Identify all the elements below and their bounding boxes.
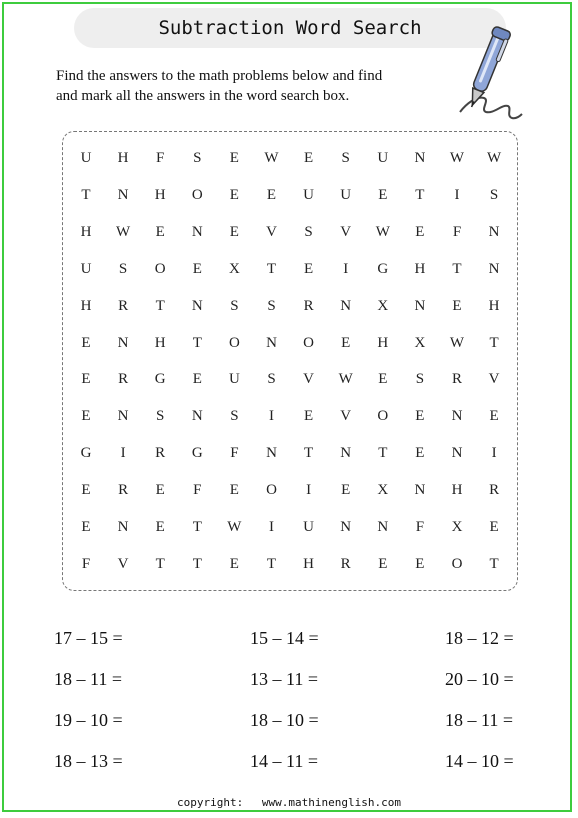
grid-cell[interactable]: G [377, 260, 389, 277]
grid-cell[interactable]: R [303, 297, 314, 314]
grid-cell[interactable]: R [451, 371, 462, 388]
math-problem: 18 – 13 = [54, 751, 123, 771]
word-search-box [62, 131, 518, 591]
grid-cell[interactable]: U [377, 150, 389, 166]
pen-icon [446, 24, 526, 124]
grid-cell[interactable]: E [415, 408, 425, 425]
grid-cell[interactable]: U [340, 186, 352, 203]
grid-cell[interactable]: I [491, 445, 497, 462]
math-problem: 18 – 11 = [54, 669, 122, 689]
grid-cell[interactable]: N [414, 297, 426, 314]
grid-cell[interactable]: T [266, 260, 277, 277]
grid-cell[interactable]: S [193, 150, 202, 166]
grid-cell[interactable]: N [117, 334, 129, 351]
grid-cell[interactable]: T [452, 260, 462, 277]
grid-cell[interactable]: N [266, 445, 277, 462]
math-problem: 18 – 11 = [445, 710, 513, 730]
grid-cell[interactable]: T [378, 445, 388, 462]
instructions [56, 66, 436, 106]
grid-cell[interactable]: S [341, 150, 350, 166]
grid-cell[interactable]: V [266, 223, 277, 240]
grid-cell[interactable]: T [192, 555, 202, 572]
math-problem: 20 – 10 = [445, 669, 514, 689]
grid-cell[interactable]: F [81, 555, 91, 572]
copyright-label: copyright: [177, 796, 244, 809]
grid-cell[interactable]: N [488, 223, 500, 240]
grid-cell[interactable]: E [304, 260, 314, 277]
grid-cell[interactable]: E [229, 150, 239, 166]
grid-cell[interactable]: E [155, 519, 165, 535]
page-title: Subtraction Word Search [158, 17, 422, 39]
grid-cell[interactable]: I [269, 519, 274, 535]
grid-cell[interactable]: W [449, 334, 465, 351]
grid-cell[interactable]: T [304, 445, 314, 462]
grid-cell[interactable]: E [378, 555, 388, 572]
grid-cell[interactable]: E [229, 223, 239, 240]
grid-cell[interactable]: R [155, 445, 166, 462]
grid-cell[interactable]: X [377, 482, 389, 499]
grid-cell[interactable]: X [451, 519, 463, 535]
grid-cell[interactable]: H [80, 297, 92, 314]
grid-cell[interactable]: W [338, 371, 353, 388]
grid-cell[interactable]: S [489, 186, 499, 203]
grid-cell[interactable]: H [303, 555, 315, 572]
grid-cell[interactable]: R [118, 297, 129, 314]
grid-cell[interactable]: V [340, 223, 352, 240]
grid-cell[interactable]: S [304, 223, 313, 240]
math-problem: 19 – 10 = [54, 710, 123, 730]
grid-cell[interactable]: T [266, 555, 277, 572]
grid-cell[interactable]: V [117, 555, 129, 572]
grid-cell[interactable]: H [414, 260, 426, 277]
grid-cell[interactable]: E [489, 519, 499, 535]
grid-cell[interactable]: T [489, 334, 499, 351]
grid-cell[interactable]: R [118, 482, 129, 499]
grid-cell[interactable]: E [489, 408, 499, 425]
grid-cell[interactable]: V [303, 371, 315, 388]
grid-cell[interactable]: E [304, 408, 314, 425]
grid-cell[interactable]: S [230, 408, 239, 425]
grid-cell[interactable]: N [488, 260, 500, 277]
grid-cell[interactable]: T [489, 555, 499, 572]
grid-cell[interactable]: U [80, 260, 92, 277]
grid-cell[interactable]: O [191, 186, 203, 203]
grid-cell[interactable]: H [154, 186, 166, 203]
grid-cell[interactable]: U [303, 519, 315, 535]
grid-cell[interactable]: W [116, 223, 131, 240]
math-problem: 17 – 15 = [54, 628, 123, 648]
grid-cell[interactable]: X [414, 334, 426, 351]
grid-cell[interactable]: H [377, 334, 389, 351]
math-problem: 14 – 10 = [445, 751, 514, 771]
grid-cell[interactable]: E [341, 482, 351, 499]
grid-cell[interactable]: E [266, 186, 277, 203]
grid-cell[interactable]: U [80, 150, 92, 166]
grid-cell[interactable]: F [156, 150, 165, 166]
grid-cell[interactable]: E [415, 223, 425, 240]
grid-cell[interactable]: N [451, 408, 463, 425]
grid-cell[interactable]: H [451, 482, 463, 499]
grid-cell[interactable]: T [192, 334, 202, 351]
grid-cell[interactable]: E [452, 297, 462, 314]
grid-cell[interactable]: H [80, 223, 92, 240]
instructions-line-2: and mark all the answers in the word search box. [56, 88, 350, 104]
grid-cell[interactable]: E [378, 186, 388, 203]
grid-cell[interactable]: F [452, 223, 462, 240]
grid-cell[interactable]: N [266, 334, 277, 351]
grid-cell[interactable]: N [191, 297, 203, 314]
copyright-site: www.mathinenglish.com [261, 796, 401, 809]
grid-cell[interactable]: N [340, 445, 352, 462]
grid-cell[interactable]: F [230, 445, 239, 462]
grid-cell[interactable]: N [191, 408, 203, 425]
grid-cell[interactable]: R [489, 482, 500, 499]
grid-cell[interactable]: N [451, 445, 463, 462]
grid-cell[interactable]: O [228, 334, 240, 351]
grid-cell[interactable]: W [449, 150, 465, 166]
grid-cell[interactable]: N [191, 223, 203, 240]
footer [0, 796, 578, 809]
letter-grid [63, 132, 519, 592]
grid-cell[interactable]: H [117, 150, 129, 166]
grid-cell[interactable]: T [81, 186, 91, 203]
grid-cell[interactable]: S [156, 408, 165, 425]
grid-cell[interactable]: X [377, 297, 389, 314]
grid-cell[interactable]: F [415, 519, 425, 535]
grid-cell[interactable]: I [454, 186, 460, 203]
grid-cell[interactable]: G [80, 445, 92, 462]
grid-cell[interactable]: E [304, 150, 314, 166]
grid-cell[interactable]: I [343, 260, 349, 277]
grid-cell[interactable]: F [193, 482, 202, 499]
grid-cell[interactable]: E [81, 371, 91, 388]
grid-cell[interactable]: N [117, 519, 129, 535]
grid-cell[interactable]: U [303, 186, 315, 203]
grid-cell[interactable]: N [414, 150, 426, 166]
grid-cell[interactable]: S [415, 371, 425, 388]
grid-cell[interactable]: W [264, 150, 279, 166]
grid-cell[interactable]: W [375, 223, 390, 240]
grid-cell[interactable]: I [269, 408, 274, 425]
grid-cell[interactable]: W [487, 150, 502, 166]
grid-cell[interactable]: E [378, 371, 388, 388]
grid-cell[interactable]: N [340, 297, 352, 314]
grid-cell[interactable]: W [227, 519, 242, 535]
grid-cell[interactable]: O [154, 260, 166, 277]
grid-cell[interactable]: E [192, 260, 202, 277]
grid-cell[interactable]: G [191, 445, 203, 462]
grid-cell[interactable]: S [230, 297, 239, 314]
grid-cell[interactable]: N [117, 408, 129, 425]
grid-cell[interactable]: G [154, 371, 166, 388]
grid-cell[interactable]: T [155, 297, 165, 314]
grid-cell[interactable]: E [81, 482, 91, 499]
math-problem: 14 – 11 = [250, 751, 318, 771]
grid-cell[interactable]: H [154, 334, 166, 351]
grid-cell[interactable]: S [118, 260, 128, 277]
math-problem: 18 – 10 = [250, 710, 319, 730]
grid-cell[interactable]: O [451, 555, 463, 572]
grid-cell[interactable]: R [340, 555, 351, 572]
grid-cell[interactable]: E [81, 408, 91, 425]
grid-cell[interactable]: E [415, 445, 425, 462]
grid-cell[interactable]: V [488, 371, 500, 388]
grid-cell[interactable]: X [228, 260, 240, 277]
grid-cell[interactable]: E [229, 186, 239, 203]
grid-cell[interactable]: I [306, 482, 312, 499]
grid-cell[interactable]: S [267, 297, 276, 314]
title-banner [74, 8, 506, 48]
grid-cell[interactable]: V [340, 408, 352, 425]
grid-cell[interactable]: E [192, 371, 202, 388]
math-problem: 18 – 12 = [445, 628, 514, 648]
grid-cell[interactable]: N [414, 482, 426, 499]
grid-cell[interactable]: H [488, 297, 500, 314]
grid-cell[interactable]: E [81, 334, 91, 351]
grid-cell[interactable]: E [229, 482, 239, 499]
grid-cell[interactable]: T [415, 186, 425, 203]
grid-cell[interactable]: E [155, 482, 165, 499]
grid-cell[interactable]: O [266, 482, 277, 499]
instructions-line-1: Find the answers to the math problems below and find [56, 68, 383, 84]
grid-cell[interactable]: U [228, 371, 240, 388]
grid-cell[interactable]: E [155, 223, 165, 240]
grid-cell[interactable]: I [120, 445, 126, 462]
grid-cell[interactable]: S [267, 371, 276, 388]
grid-cell[interactable]: O [303, 334, 315, 351]
grid-cell[interactable]: E [415, 555, 425, 572]
grid-cell[interactable]: E [229, 555, 239, 572]
math-problem: 15 – 14 = [250, 628, 319, 648]
grid-cell[interactable]: E [81, 519, 91, 535]
grid-cell[interactable]: E [341, 334, 351, 351]
grid-cell[interactable]: T [192, 519, 202, 535]
grid-cell[interactable]: O [377, 408, 389, 425]
grid-cell[interactable]: T [155, 555, 165, 572]
grid-cell[interactable]: R [118, 371, 129, 388]
grid-cell[interactable]: N [117, 186, 129, 203]
math-problem: 13 – 11 = [250, 669, 318, 689]
grid-cell[interactable]: N [340, 519, 352, 535]
grid-cell[interactable]: N [377, 519, 389, 535]
